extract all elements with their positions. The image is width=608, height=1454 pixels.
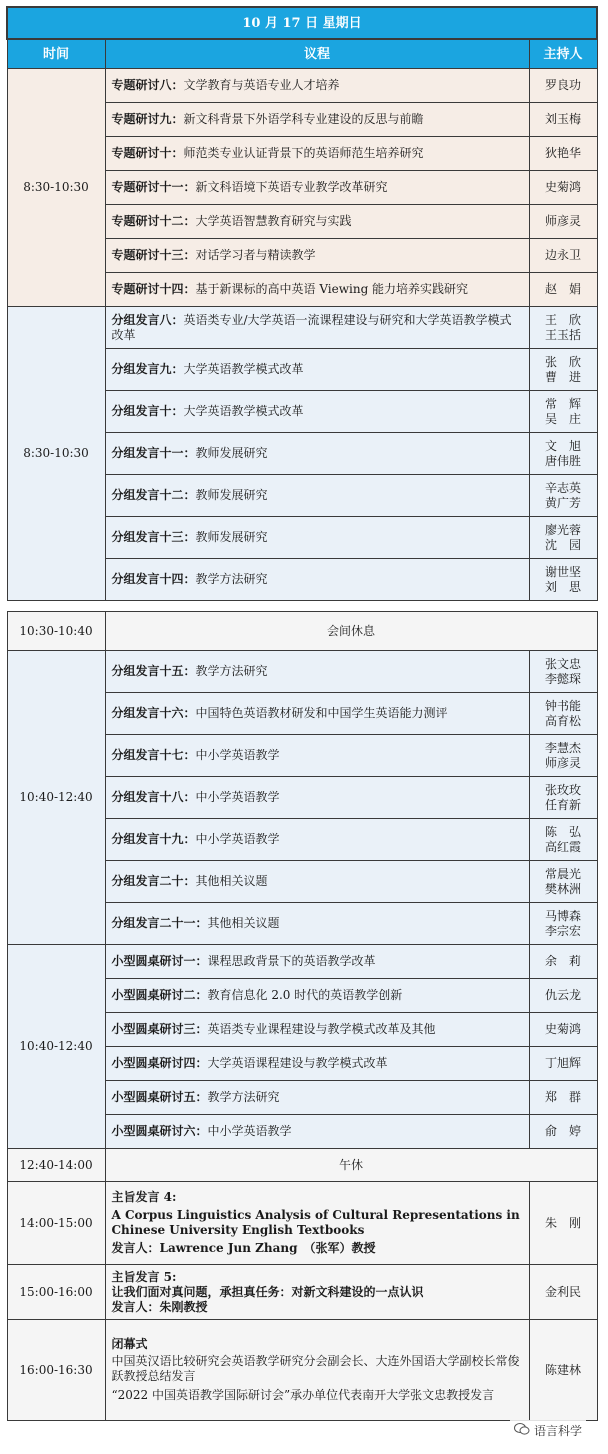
session-label: 小型圆桌研讨二： [111, 988, 208, 1002]
session-topic: 新文科语境下英语专业教学改革研究 [195, 180, 388, 194]
session-label: 分组发言十八： [111, 790, 196, 804]
session-label: 分组发言十： [111, 404, 184, 418]
host-name: 王 欣 [545, 312, 582, 327]
session-topic: 教学方法研究 [207, 1090, 280, 1104]
session-time: 8:30-10:30 [7, 307, 105, 601]
agenda-row [7, 307, 597, 349]
session-host [529, 693, 597, 735]
closing-row [7, 1320, 597, 1421]
host-name: 余 莉 [545, 954, 582, 968]
session-topic: 教学方法研究 [195, 572, 268, 586]
host-name: 张玫玫 [545, 782, 582, 797]
host-name: 李懿琛 [545, 671, 582, 686]
host-name: 俞 婷 [545, 1124, 582, 1138]
session-label: 分组发言九： [111, 362, 184, 376]
session-label: 分组发言十一： [111, 446, 196, 460]
session-topic: 中小学英语教学 [195, 832, 280, 846]
session-topic: 中国特色英语教材研发和中国学生英语能力测评 [195, 706, 448, 720]
closing-time: 16:00-16:30 [7, 1320, 105, 1421]
session-host [529, 777, 597, 819]
session-topic: 文学教育与英语专业人才培养 [183, 78, 340, 92]
keynote-4-host: 朱 刚 [529, 1182, 597, 1265]
keynote-5-speaker: 发言人：朱刚教授 [111, 1299, 208, 1314]
session-label: 小型圆桌研讨一： [111, 954, 208, 968]
session-topic: 教师发展研究 [195, 446, 268, 460]
host-name: 史菊鸿 [545, 180, 582, 194]
session-label: 专题研讨九： [111, 112, 184, 126]
host-name: 刘玉梅 [545, 112, 582, 126]
session-label: 分组发言十七： [111, 748, 196, 762]
schedule-table [6, 6, 598, 1421]
keynote-5-row [7, 1265, 597, 1320]
closing-label: 闭幕式 [111, 1337, 148, 1351]
session-topic: 教学方法研究 [195, 664, 268, 678]
session-host [529, 69, 597, 103]
host-name: 丁旭辉 [545, 1056, 582, 1070]
host-name: 王玉括 [545, 327, 582, 342]
session-host [529, 979, 597, 1013]
session-topic: 中小学英语教学 [195, 790, 280, 804]
keynote-5-label: 主旨发言 5: [111, 1269, 177, 1284]
session-time: 8:30-10:30 [7, 69, 105, 307]
session-topic: 英语类专业课程建设与教学模式改革及其他 [207, 1022, 436, 1036]
session-host [529, 735, 597, 777]
session-host [529, 103, 597, 137]
session-host [529, 559, 597, 601]
keynote-4-speaker: 发言人：Lawrence Jun Zhang （张军）教授 [111, 1241, 376, 1255]
session-host [529, 651, 597, 693]
session-topic: 基于新课标的高中英语 Viewing 能力培养实践研究 [195, 282, 469, 296]
keynote-4-title: A Corpus Linguistics Analysis of Cultural Representations in Chinese University English Textbooks [111, 1208, 520, 1237]
keynote-5-host: 金利民 [529, 1265, 597, 1320]
session-host [529, 945, 597, 979]
host-name: 常 辉 [545, 396, 582, 411]
agenda-row [7, 651, 597, 693]
keynote-4-time: 14:00-15:00 [7, 1182, 105, 1265]
lunch-time: 12:40-14:00 [7, 1149, 105, 1182]
session-label: 小型圆桌研讨三： [111, 1022, 208, 1036]
session-label: 分组发言八： [111, 312, 184, 327]
session-host [529, 239, 597, 273]
host-name: 黄广芳 [545, 495, 582, 510]
session-label: 专题研讨八： [111, 78, 184, 92]
host-name: 沈 园 [545, 537, 582, 552]
session-host [529, 171, 597, 205]
session-topic: 大学英语智慧教育研究与实践 [195, 214, 352, 228]
session-label: 分组发言十九： [111, 832, 196, 846]
agenda-row [7, 945, 597, 979]
day-title: 10 月 17 日 星期日 [7, 7, 597, 39]
session-topic: 新文科背景下外语学科专业建设的反思与前瞻 [183, 112, 424, 126]
session-host [529, 205, 597, 239]
session-topic: 教师发展研究 [195, 530, 268, 544]
host-name: 辛志英 [545, 480, 582, 495]
session-label: 分组发言二十： [111, 874, 196, 888]
host-name: 樊林洲 [545, 881, 582, 896]
host-name: 廖光蓉 [545, 522, 582, 537]
keynote-5-time: 15:00-16:00 [7, 1265, 105, 1320]
session-time: 10:40-12:40 [7, 945, 105, 1149]
session-host [529, 137, 597, 171]
session-label: 分组发言二十一： [111, 916, 208, 930]
session-topic: 中小学英语教学 [195, 748, 280, 762]
session-topic: 教育信息化 2.0 时代的英语教学创新 [207, 988, 403, 1002]
session-topic: 教师发展研究 [195, 488, 268, 502]
session-host [529, 273, 597, 307]
watermark [510, 1420, 586, 1441]
host-name: 钟书能 [545, 698, 582, 713]
session-host [529, 1047, 597, 1081]
host-name: 任育新 [545, 797, 582, 812]
session-host [529, 903, 597, 945]
host-name: 谢世坚 [545, 564, 582, 579]
session-host [529, 819, 597, 861]
lunch-label: 午休 [105, 1149, 597, 1182]
session-topic: 对话学习者与精读教学 [195, 248, 316, 262]
host-name: 张 欣 [545, 354, 582, 369]
session-topic: 大学英语教学模式改革 [183, 362, 304, 376]
session-topic: 大学英语教学模式改革 [183, 404, 304, 418]
session-host [529, 1013, 597, 1047]
closing-host: 陈建林 [529, 1320, 597, 1421]
schedule [6, 6, 596, 1421]
session-label: 小型圆桌研讨六： [111, 1124, 208, 1138]
closing-line-1: 中国英汉语比较研究会英语教学研究分会副会长、大连外国语大学副校长常俊跃教授总结发言 [111, 1354, 520, 1383]
host-name: 狄艳华 [545, 146, 582, 160]
session-label: 专题研讨十： [111, 146, 184, 160]
break-label: 会间休息 [105, 612, 597, 651]
session-time: 10:40-12:40 [7, 651, 105, 945]
host-name: 罗良功 [545, 78, 582, 92]
header-agenda: 议程 [105, 39, 529, 69]
keynote-5-title: 让我们面对真问题，承担真任务：对新文科建设的一点认识 [111, 1284, 424, 1299]
host-name: 常晨光 [545, 866, 582, 881]
header-time: 时间 [7, 39, 105, 69]
session-label: 分组发言十五： [111, 664, 196, 678]
agenda-row [7, 69, 597, 103]
session-topic: 大学英语课程建设与教学模式改革 [207, 1056, 388, 1070]
session-label: 专题研讨十三： [111, 248, 196, 262]
host-name: 马博森 [545, 908, 582, 923]
host-name: 李慧杰 [545, 740, 582, 755]
session-host [529, 349, 597, 391]
session-host [529, 861, 597, 903]
session-label: 分组发言十六： [111, 706, 196, 720]
session-host [529, 391, 597, 433]
session-label: 分组发言十四： [111, 572, 196, 586]
host-name: 陈 弘 [545, 824, 582, 839]
host-name: 高红霞 [545, 839, 582, 854]
closing-line-2: “2022 中国英语教学国际研讨会”承办单位代表南开大学张文忠教授发言 [111, 1388, 495, 1402]
host-name: 赵 娟 [545, 282, 582, 296]
session-label: 专题研讨十一： [111, 180, 196, 194]
host-name: 郑 群 [545, 1090, 582, 1104]
host-name: 李宗宏 [545, 923, 582, 938]
session-label: 小型圆桌研讨五： [111, 1090, 208, 1104]
host-name: 唐伟胜 [545, 453, 582, 468]
wechat-icon [514, 1422, 530, 1439]
session-topic: 英语类专业/大学英语一流课程建设与研究和大学英语教学模式改革 [111, 312, 512, 342]
session-host [529, 1081, 597, 1115]
session-host [529, 475, 597, 517]
session-label: 小型圆桌研讨四： [111, 1056, 208, 1070]
host-name: 仇云龙 [545, 988, 582, 1002]
session-host [529, 517, 597, 559]
host-name: 史菊鸿 [545, 1022, 582, 1036]
host-name: 文 旭 [545, 438, 582, 453]
session-topic: 其他相关议题 [195, 874, 268, 888]
watermark-text: 语言科学 [534, 1424, 583, 1438]
session-host [529, 1115, 597, 1149]
session-topic: 其他相关议题 [207, 916, 280, 930]
host-name: 师彦灵 [545, 755, 582, 770]
host-name: 师彦灵 [545, 214, 582, 228]
host-name: 边永卫 [545, 248, 582, 262]
session-label: 专题研讨十四： [111, 282, 196, 296]
keynote-4-label: 主旨发言 4: [111, 1190, 177, 1204]
session-host [529, 433, 597, 475]
session-host [529, 307, 597, 349]
host-name: 吴 庄 [545, 411, 582, 426]
break-time: 10:30-10:40 [7, 612, 105, 651]
session-label: 分组发言十二： [111, 488, 196, 502]
session-topic: 中小学英语教学 [207, 1124, 292, 1138]
host-name: 张文忠 [545, 656, 582, 671]
session-label: 专题研讨十二： [111, 214, 196, 228]
session-topic: 课程思政背景下的英语教学改革 [207, 954, 376, 968]
header-host: 主持人 [529, 39, 597, 69]
session-label: 分组发言十三： [111, 530, 196, 544]
keynote-4-row [7, 1182, 597, 1265]
host-name: 高育松 [545, 713, 582, 728]
host-name: 刘 思 [545, 579, 582, 594]
session-topic: 师范类专业认证背景下的英语师范生培养研究 [183, 146, 424, 160]
host-name: 曹 进 [545, 369, 582, 384]
